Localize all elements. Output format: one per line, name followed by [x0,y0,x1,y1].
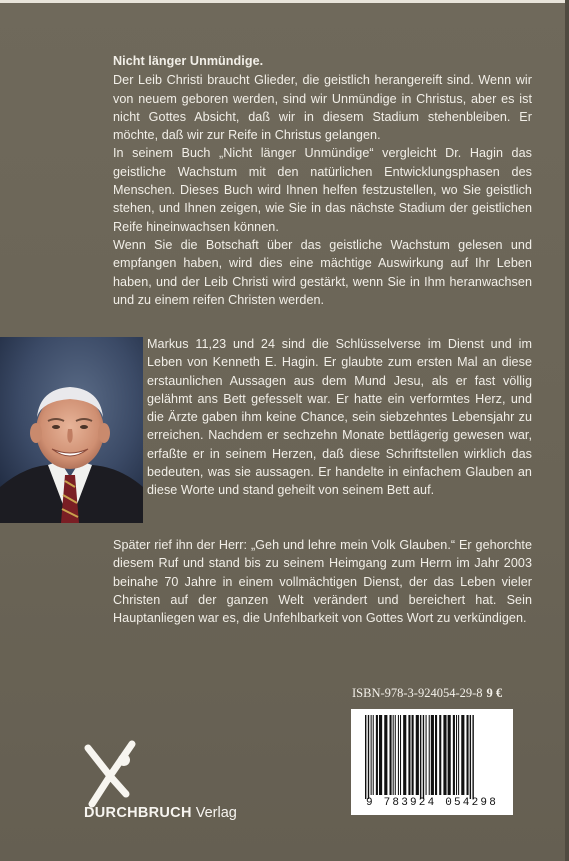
publisher-name-rest: Verlag [195,805,237,821]
barcode-bar [448,715,451,795]
barcode-bar [368,715,369,799]
barcode-bar [470,715,471,799]
intro-heading: Nicht länger Unmündige. [113,54,264,68]
publisher-logo-icon [80,738,140,810]
barcode-bar [431,715,434,795]
barcode-bar [379,715,382,795]
barcode-bar [384,715,387,795]
barcode-bar [395,715,396,795]
isbn-text: ISBN-978-3-924054-29-8 [352,686,483,700]
author-bio [147,335,532,500]
barcode-bar [376,715,378,795]
barcode-bar [429,715,430,795]
intro-section [113,52,532,309]
barcode-bar [439,715,441,795]
publisher-name-bold: DURCHBRUCH [84,805,192,821]
price-text: 9 € [486,686,503,700]
barcode-bar [435,715,437,795]
cover-top-edge [0,0,569,3]
barcode-bar [456,715,457,795]
barcode-bar [416,715,419,795]
barcode-digits: 9 783924 054298 [365,797,499,809]
intro-paragraph-2: In seinem Buch „Nicht länger Unmündige“ vergleicht Dr. Hagin das geistliche Wachstum mit den natürlichen Entwicklungsphasen des Menschen. Dieses Buch wird Ihnen helfen festzustellen, wo Sie geistlich stehen, und Ihnen zeigen, wie Sie in das nächste Stadium der geistlichen Reife hineinwachsen können. [113,146,532,234]
barcode-bar [458,715,459,795]
barcode-bar [390,715,392,795]
intro-paragraph-1: Der Leib Christi braucht Glieder, die geistlich herangereift sind. Wenn wir von neuem geboren werden, sind wir Unmündige in Christus, aber es ist nicht Gottes Absicht, daß wir in diesem Stadium stehenbleiben. Er möchte, daß wir zur Reife in Christus gelangen. [113,73,532,143]
barcode-bar [467,715,469,795]
intro-paragraph-3: Wenn Sie die Botschaft über das geistliche Wachstum gelesen und empfangen haben, wird dies eine mächtige Auswirkung auf Ihr Leben haben, und der Leib Christi wird gestärkt, wenn Sie in Ihm heranwachsen und zu einem reifen Christen werden. [113,237,532,307]
bio-paragraph: Markus 11,23 und 24 sind die Schlüsselverse im Dienst und im Leben von Kenneth E. Hagin. Er glaubte zum ersten Mal an diese erstaunlichen Aussagen aus dem Mund Jesu, als er fast völlig gelähmt ans Bett gefesselt war. Er hatte ein verformtes Herz, und die Ärzte gaben ihm keine Chance, sein siebzehntes Lebensjahr zu erreichen. Nachdem er sechzehn Monate bettlägerig gewesen war, erfaßte er in seinem Herzen, daß diese Schriftstellen wirklich das bedeuten, was sie aussagen. Er handelte in einfachem Glauben an diese Worte und stand geheilt von seinem Bett auf. [147,337,532,498]
barcode-bar [420,715,421,799]
barcode-bar [426,715,427,795]
barcode-bar [412,715,414,795]
author-bio-continued [113,536,532,627]
barcode-bar [453,715,455,795]
barcode [351,709,513,815]
isbn-price-line [352,686,532,701]
barcode-bar [472,715,473,799]
barcode-bar [461,715,464,795]
publisher-name [84,805,237,821]
barcode-bar [443,715,446,795]
bio-paragraph-2: Später rief ihn der Herr: „Geh und lehre mein Volk Glauben.“ Er gehorchte diesem Ruf und stand bis zu seinem Heimgang zum Herrn im Jahr 2003 beinahe 70 Jahre in einem vollmächtigen Dienst, der das Leben vieler Christen auf der ganzen Welt verändert und bereichert hat. Sein Hauptanliegen war es, die Unfehlbarkeit von Gottes Wort zu verkündigen. [113,538,532,626]
barcode-bar [423,715,424,799]
barcode-bar [408,715,410,795]
barcode-bar [373,715,374,795]
barcode-bar [365,715,366,799]
barcode-bar [393,715,394,795]
barcode-bar [403,715,406,795]
cover-right-edge [565,0,569,861]
barcode-bar [398,715,399,795]
barcode-bar [371,715,372,795]
barcode-bar [400,715,401,795]
author-portrait [0,337,143,523]
